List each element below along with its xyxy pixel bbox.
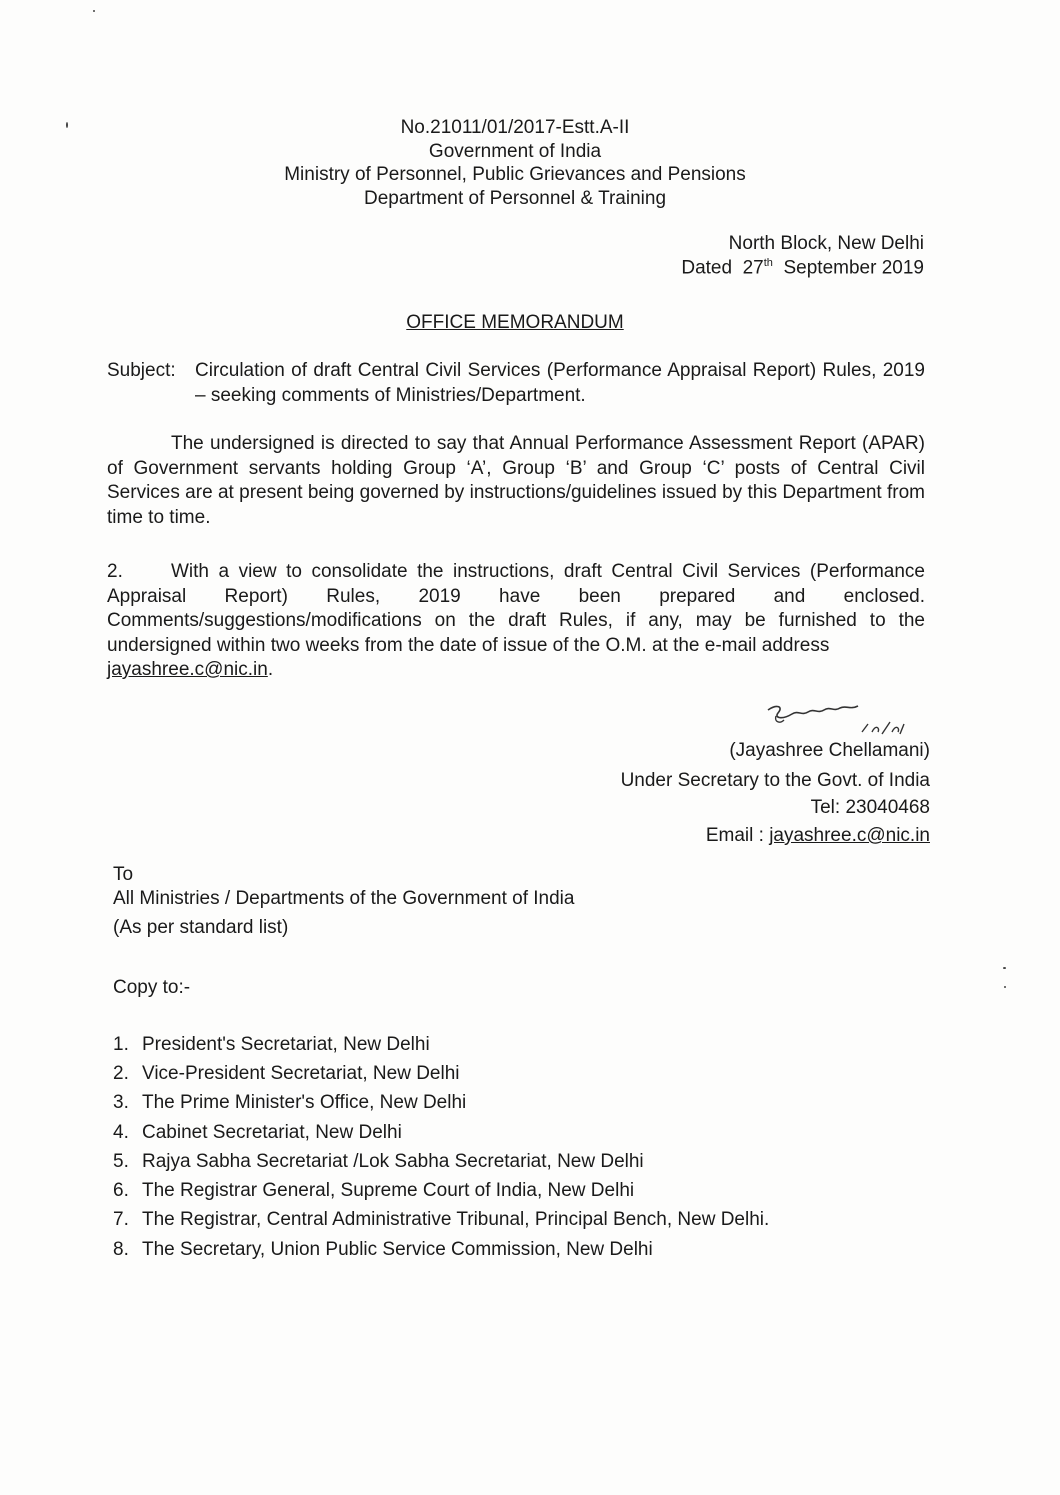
list-item-text: Cabinet Secretariat, New Delhi <box>142 1121 402 1143</box>
paragraph-2-end: . <box>267 659 274 680</box>
list-item <box>113 1235 873 1264</box>
date-day: 27 <box>742 257 764 279</box>
paragraph-2 <box>107 560 925 683</box>
date-month-year: September 2019 <box>783 257 924 279</box>
paragraph-2-email-link[interactable]: jayashree.c@nic.in <box>107 659 268 680</box>
list-item-number: 3. <box>113 1092 129 1114</box>
signatory-email-label: Email : <box>705 825 764 846</box>
signatory-email-link[interactable]: jayashree.c@nic.in <box>769 825 930 846</box>
date-suffix: th <box>763 257 773 269</box>
signatory-name: (Jayashree Chellamani) <box>729 740 930 761</box>
to-line-1: All Ministries / Departments of the Government of India <box>113 888 575 909</box>
list-item-text: The Registrar, Central Administrative Tribunal, Principal Bench, New Delhi. <box>142 1209 770 1231</box>
list-item-number: 5. <box>113 1150 129 1172</box>
signature-drawing <box>762 696 912 740</box>
date-line <box>681 257 924 279</box>
list-item <box>113 1030 873 1059</box>
subject-text: Circulation of draft Central Civil Services (Performance Appraisal Report) Rules, 2019 – seeking comments of Ministries/Department. <box>195 360 925 406</box>
to-label: To <box>113 864 134 885</box>
place: North Block, New Delhi <box>728 233 924 254</box>
list-item-text: Rajya Sabha Secretariat /Lok Sabha Secretariat, New Delhi <box>142 1150 644 1172</box>
list-item-text: The Registrar General, Supreme Court of India, New Delhi <box>142 1180 635 1202</box>
handwritten-signature <box>762 696 912 740</box>
department-line: Department of Personnel & Training <box>363 188 667 209</box>
list-item-text: Vice-President Secretariat, New Delhi <box>142 1062 460 1084</box>
scan-speck <box>93 10 95 12</box>
list-item-number: 6. <box>113 1180 129 1202</box>
signatory-designation: Under Secretary to the Govt. of India <box>620 770 930 791</box>
paragraph-2-text: With a view to consolidate the instructions, draft Central Civil Services (Performance Appraisal Report) Rules, 2019 have been prepared and enclosed. Comments/suggestions/modifications on the draft Rules, if any, may be furnished to the undersigned within two weeks from the date of issue of the O.M. at the e-mail address <box>107 561 925 656</box>
list-item-number: 8. <box>113 1238 129 1260</box>
list-item <box>113 1176 873 1205</box>
date-prefix: Dated <box>681 257 733 279</box>
list-item-number: 4. <box>113 1121 129 1143</box>
list-item-number: 1. <box>113 1033 129 1055</box>
memo-title: OFFICE MEMORANDUM <box>406 312 624 333</box>
paragraph-1: The undersigned is directed to say that Annual Performance Assessment Report (APAR) of Government servants holding Group ‘A’, Group ‘B’ and Group ‘C’ posts of Central Civil Services are at present being governed by instructions/guidelines issued by this Department from time to time. <box>107 433 925 528</box>
list-item-number: 2. <box>113 1062 129 1084</box>
list-item-text: President's Secretariat, New Delhi <box>142 1033 430 1055</box>
government-line: Government of India <box>428 141 602 162</box>
list-item-text: The Prime Minister's Office, New Delhi <box>142 1092 467 1114</box>
signatory-tel: Tel: 23040468 <box>810 797 930 818</box>
paragraph-2-number: 2. <box>107 561 123 582</box>
to-line-2: (As per standard list) <box>113 917 289 938</box>
list-item <box>113 1089 873 1118</box>
copy-to-label: Copy to:- <box>113 977 191 998</box>
copy-to-list <box>113 1030 873 1264</box>
file-number: No.21011/01/2017-Estt.A-II <box>400 117 630 138</box>
scan-speck <box>1004 986 1006 988</box>
list-item <box>113 1059 873 1088</box>
subject-label: Subject: <box>107 360 176 381</box>
signatory-email <box>706 825 930 847</box>
subject <box>107 359 925 408</box>
list-item <box>113 1206 873 1235</box>
list-item-text: The Secretary, Union Public Service Commission, New Delhi <box>142 1238 653 1260</box>
ministry-line: Ministry of Personnel, Public Grievances and Pensions <box>284 164 746 185</box>
list-item <box>113 1147 873 1176</box>
list-item-number: 7. <box>113 1209 129 1231</box>
scan-speck <box>1003 967 1006 969</box>
list-item <box>113 1118 873 1147</box>
